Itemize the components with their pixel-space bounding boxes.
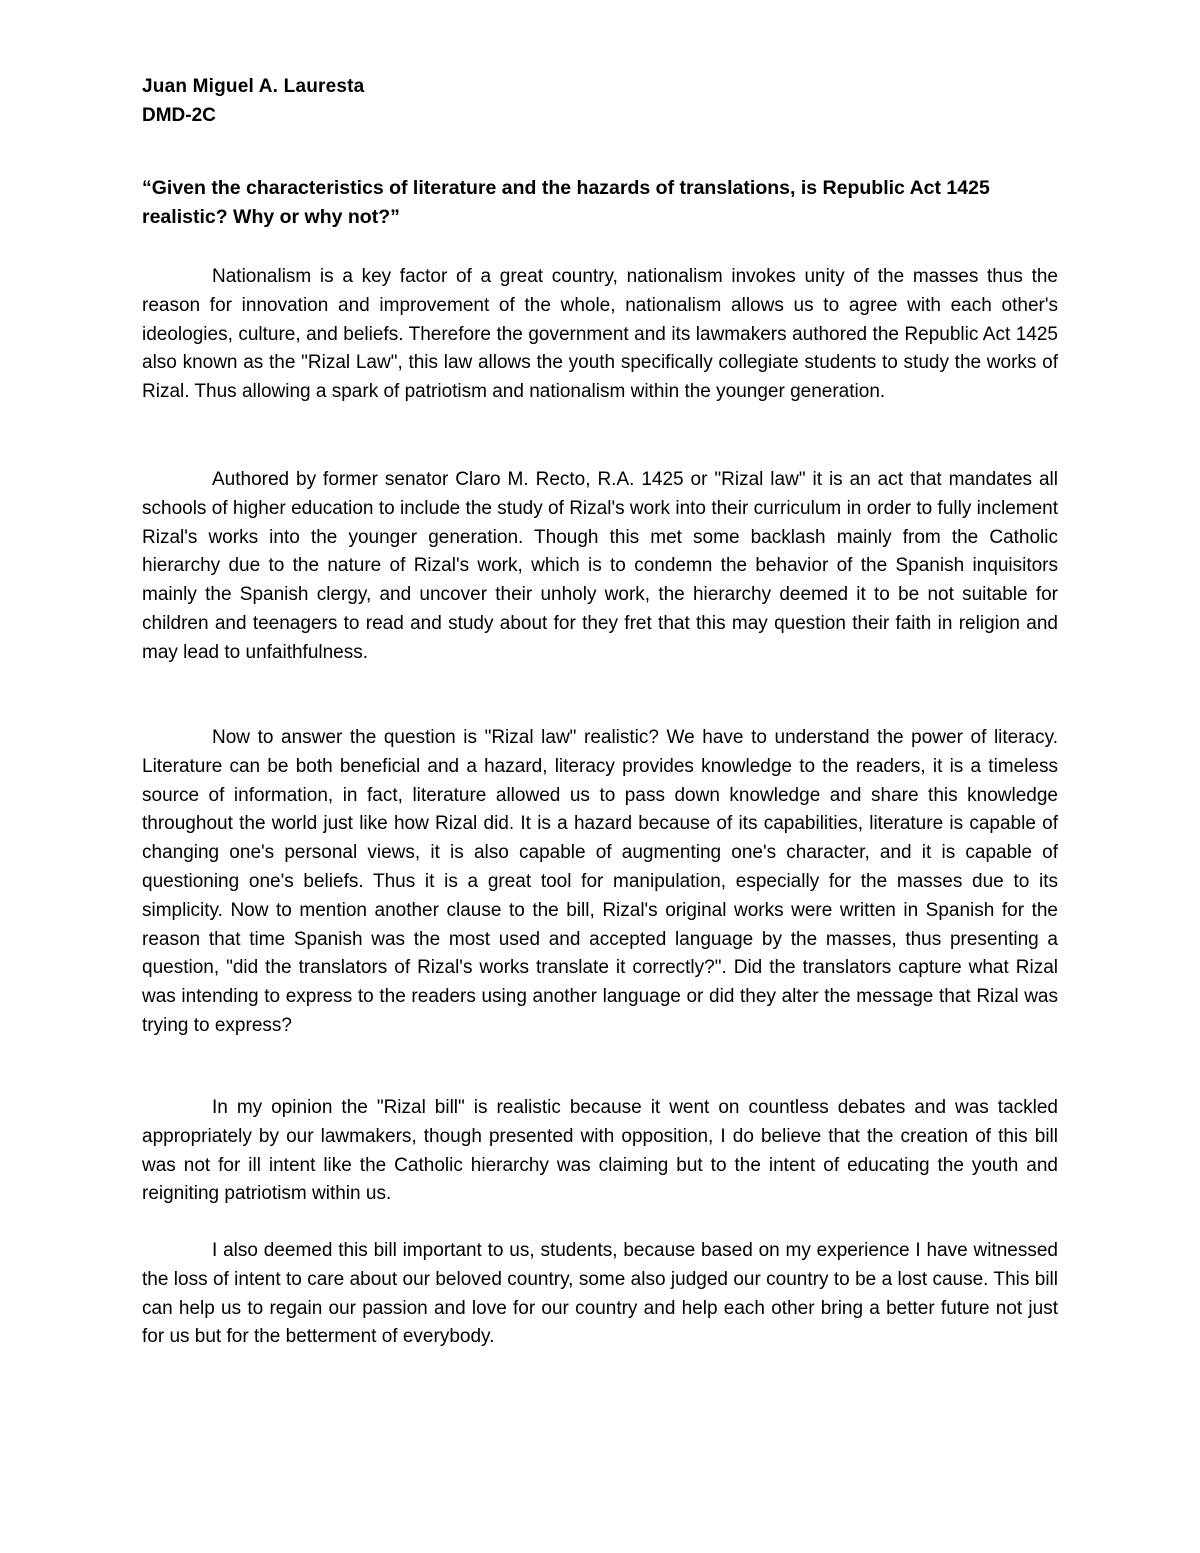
paragraph-4: In my opinion the "Rizal bill" is realistic because it went on countless debates and was tackled appropriately by our lawmakers, though presented with opposition, I do believe that the creation of this bill was not for ill intent like the Catholic hierarchy was claiming but to the intent of educating the youth and reigniting patriotism within us. xyxy=(142,1097,1058,1205)
author-name: Juan Miguel A. Lauresta xyxy=(142,76,365,97)
essay-question: “Given the characteristics of literature and the hazards of translations, is Republic Act 1425 realistic? Why or why not?” xyxy=(142,177,990,228)
course-section: DMD-2C xyxy=(142,105,216,126)
paragraph-3: Now to answer the question is "Rizal law" realistic? We have to understand the power of literacy. Literature can be both beneficial and a hazard, literacy provides knowledge to the readers, it is a timeless source of information, in fact, literature allowed us to pass down knowledge and share this knowledge throughout the world just like how Rizal did. It is a hazard because of its capabilities, literature is capable of changing one's personal views, it is also capable of augmenting one's character, and it is capable of questioning one's beliefs. Thus it is a great tool for manipulation, especially for the masses due to its simplicity. Now to mention another clause to the bill, Rizal's original works were written in Spanish for the reason that time Spanish was the most used and accepted language by the masses, thus presenting a question, "did the translators of Rizal's works translate it correctly?". Did the translators capture what Rizal was intending to express to the readers using another language or did they alter the message that Rizal was trying to express? xyxy=(142,727,1058,1036)
paragraph-5: I also deemed this bill important to us, students, because based on my experience I have witnessed the loss of intent to care about our beloved country, some also judged our country to be a lost cause. This bill can help us to regain our passion and love for our country and help each other bring a better future not just for us but for the betterment of everybody. xyxy=(142,1240,1058,1348)
paragraph-1: Nationalism is a key factor of a great country, nationalism invokes unity of the masses thus the reason for innovation and improvement of the whole, nationalism allows us to agree with each other's ideologies, culture, and beliefs. Therefore the government and its lawmakers authored the Republic Act 1425 also known as the "Rizal Law", this law allows the youth specifically collegiate students to study the works of Rizal. Thus allowing a spark of patriotism and nationalism within the younger generation. xyxy=(142,266,1058,403)
paragraph-2: Authored by former senator Claro M. Recto, R.A. 1425 or "Rizal law" it is an act that mandates all schools of higher education to include the study of Rizal's work into their curriculum in order to fully inclement Rizal's works into the younger generation. Though this met some backlash mainly from the Catholic hierarchy due to the nature of Rizal's work, which is to condemn the behavior of the Spanish inquisitors mainly the Spanish clergy, and uncover their unholy work, the hierarchy deemed it to be not suitable for children and teenagers to read and study about for they fret that this may question their faith in religion and may lead to unfaithfulness. xyxy=(142,469,1058,663)
